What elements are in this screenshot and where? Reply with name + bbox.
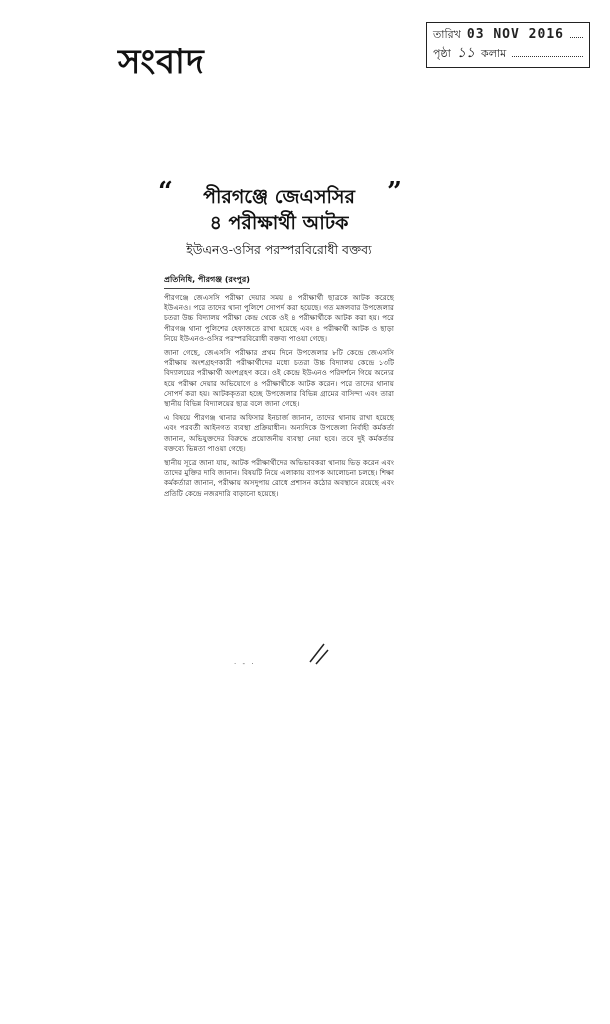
- stamp-dotted-line: [512, 46, 583, 57]
- article-body: [164, 293, 394, 499]
- article-headline: [158, 177, 402, 236]
- article-paragraph: জানা গেছে, জেএসসি পরীক্ষার প্রথম দিনে উপজেলার ৮টি কেন্দ্রে জেএসসি পরীক্ষায় অংশগ্রহণকারী পরীক্ষার্থীদের মধ্যে চতরা উচ্চ বিদ্যালয় কেন্দ্রে ১৩টি বিদ্যালয়ের পরীক্ষার্থী অংশগ্রহণ করে। ওই কেন্দ্রে ইউএনও পরিদর্শনে গিয়ে অন্যের হয়ে পরীক্ষা দেয়ার অভিযোগে ৪ পরীক্ষার্থীকে আটক করেন। পরে তাদের থানায় সোপর্দ করা হয়। আটককৃতরা হচ্ছে উপজেলার বিভিন্ন গ্রামের বাসিন্দা এবং তারা স্থানীয় বিভিন্ন বিদ্যালয়ের ছাত্র বলে জানা গেছে।: [164, 348, 394, 409]
- stamp-page-value: ১১: [456, 45, 475, 61]
- end-mark-icon: [306, 640, 330, 666]
- scan-speck: · - ·: [234, 660, 256, 668]
- stamp-dotted-line: [570, 27, 583, 38]
- article-dateline: প্রতিনিধি, পীরগঞ্জ (রংপুর): [164, 274, 250, 289]
- article-paragraph: পীরগঞ্জে জেএসসি পরীক্ষা দেয়ার সময় ৪ পরীক্ষার্থী ছাত্রকে আটক করেছে ইউএনও। পরে তাদের থানা পুলিশে সোপর্দ করা হয়েছে। গত মঙ্গলবার উপজেলার চতরা উচ্চ বিদ্যালয় পরীক্ষা কেন্দ্র থেকে ওই ৪ পরীক্ষার্থীকে আটক করা হয়। পরে পীরগঞ্জ থানা পুলিশের হেফাজতে রাখা হয়েছে এবং ৪ পরীক্ষার্থী আটক ও ছাড়া নিয়ে ইউএনও-ওসির পরস্পরবিরোধী বক্তব্য পাওয়া গেছে।: [164, 293, 394, 343]
- stamp-date-row: [433, 26, 583, 44]
- stamp-date-value: 03 NOV 2016: [466, 27, 564, 42]
- quote-mark-icon: ”: [387, 177, 402, 207]
- stamp-column-label: কলাম: [481, 47, 507, 60]
- headline-line-2: ৪ পরীক্ষার্থী আটক: [209, 212, 349, 234]
- article-subhead: ইউএনও-ওসির পরস্পরবিরোধী বক্তব্য: [186, 242, 372, 257]
- article-paragraph: স্থানীয় সূত্রে জানা যায়, আটক পরীক্ষার্থীদের অভিভাবকরা থানায় ভিড় করেন এবং তাদের মুক্তির দাবি জানান। বিষয়টি নিয়ে এলাকায় ব্যাপক আলোচনা চলছে। শিক্ষা কর্মকর্তারা জানান, পরীক্ষায় অসদুপায় রোধে প্রশাসন কঠোর অবস্থানে রয়েছে এবং প্রতিটি কেন্দ্রে নজরদারি বাড়ানো হয়েছে।: [164, 458, 394, 498]
- headline-line-1: পীরগঞ্জে জেএসসির: [203, 186, 355, 208]
- news-article: [158, 177, 402, 499]
- stamp-page-label: পৃষ্ঠা: [433, 47, 451, 60]
- stamp-date-label: তারিখ: [433, 28, 461, 41]
- newspaper-masthead: সংবাদ: [118, 42, 205, 82]
- article-paragraph: এ বিষয়ে পীরগঞ্জ থানার অফিসার ইনচার্জ জানান, তাদের থানায় রাখা হয়েছে এবং পরবর্তী আইনগত ব্যবস্থা প্রক্রিয়াধীন। অন্যদিকে উপজেলা নির্বাহী কর্মকর্তা জানান, অভিযুক্তদের বিরুদ্ধে প্রয়োজনীয় ব্যবস্থা নেয়া হবে। তবে দুই কর্মকর্তার বক্তব্যে ভিন্নতা পাওয়া গেছে।: [164, 413, 394, 453]
- stamp-page-row: [433, 44, 583, 63]
- date-stamp: [426, 22, 590, 68]
- quote-mark-icon: “: [158, 177, 173, 207]
